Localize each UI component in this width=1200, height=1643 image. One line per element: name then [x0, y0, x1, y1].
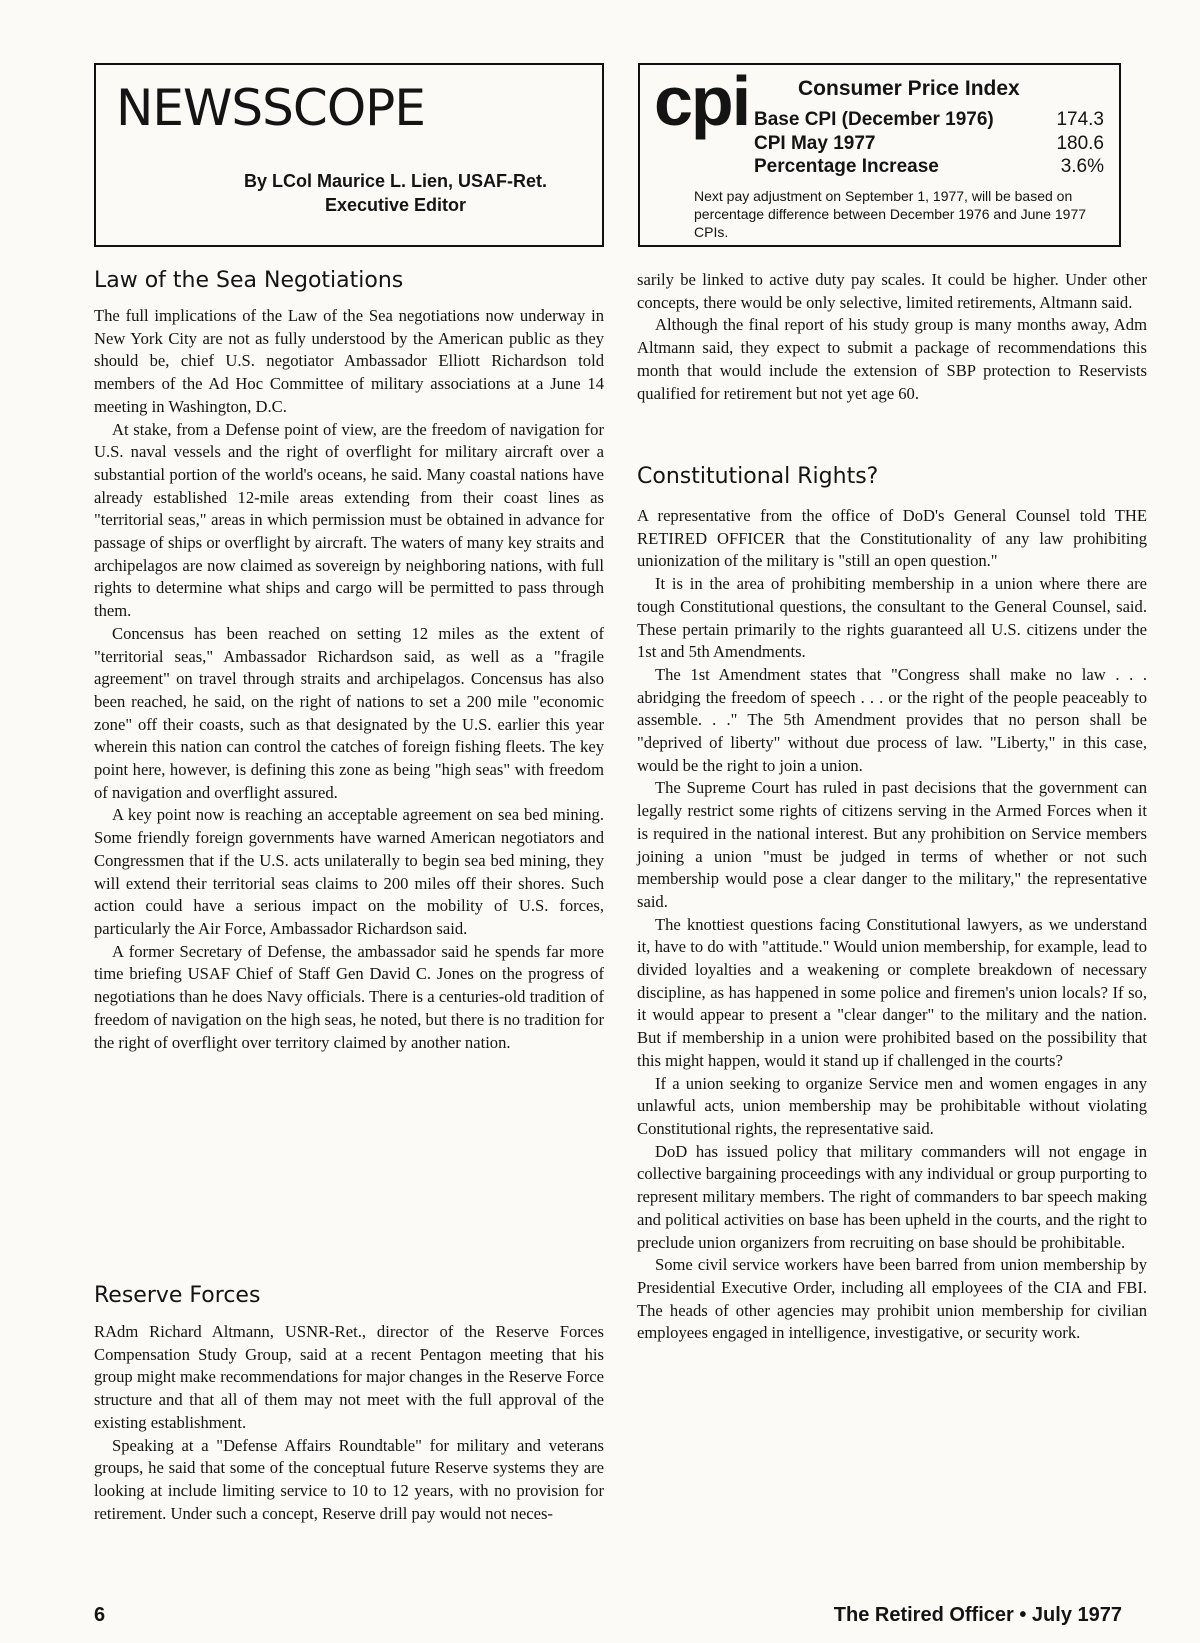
reserve-forces-continued: [637, 269, 1147, 405]
byline-author: By LCol Maurice L. Lien, USAF-Ret.: [244, 171, 548, 191]
paragraph: Speaking at a "Defense Affairs Roundtable" for military and veterans groups, he said that some of the conceptual future Reserve systems they are looking at include limiting service to 10 to 12 years, with no provision for retirement. Under such a concept, Reserve drill pay would not neces-: [94, 1435, 604, 1523]
page-number: 6: [94, 1604, 106, 1626]
masthead-title: NEWSSCOPE: [116, 79, 425, 137]
cpi-note: Next pay adjustment on September 1, 1977, will be based on percentage difference between December 1976 and June 1977 CPIs.: [694, 188, 1087, 240]
masthead-box: [94, 63, 604, 247]
paragraph: The 1st Amendment states that "Congress shall make no law . . . abridging the freedom of speech . . . or the right of the people peaceably to assemble. . ." The 5th Amendment provides that no person shall be "deprived of liberty" without due process of law. "Liberty," in this case, would be the right to join a union.: [637, 664, 1147, 775]
paragraph: The knottiest questions facing Constitutional lawyers, as we understand it, have to do with "attitude." Would union membership, for example, lead to divided loyalties and a weakening or complete breakdown of necessary discipline, as has happened in some police and firemen's union locals? If so, it would appear to present a "clear danger" to the military and the nation. But if membership in a union were prohibited based on the possibility that this might happen, would it stand up if challenged in the courts?: [637, 914, 1147, 1070]
paragraph: A former Secretary of Defense, the ambassador said he spends far more time briefing USAF Chief of Staff Gen David C. Jones on the progress of negotiations than he does Navy officials. There is a centuries-old tradition of freedom of navigation on the high seas, he noted, but there is no tradition for the right of overflight over territory claimed by another nation.: [94, 941, 604, 1052]
cpi-row-increase: [754, 156, 1104, 180]
cpi-row-base: [754, 109, 1104, 133]
heading-law-of-sea: Law of the Sea Negotiations: [94, 268, 404, 293]
paragraph: sarily be linked to active duty pay scales. It could be higher. Under other concepts, there would be only selective, limited retirements, Altmann said.: [637, 270, 1147, 312]
paragraph: A key point now is reaching an acceptable agreement on sea bed mining. Some friendly foreign governments have warned American negotiators and Congressmen that if the U.S. acts unilaterally to begin sea bed mining, they will extend their territorial seas claims to 200 miles off their shores. Such action could have a serious impact on the mobility of U.S. forces, particularly the Air Force, Ambassador Richardson said.: [94, 805, 604, 938]
paragraph: DoD has issued policy that military commanders will not engage in collective bargaining proceedings with any individual or group purporting to represent military members. The right of commanders to bar speech making and political activities on base has been upheld in the courts, and the right to preclude union organizers from recruiting on base should be prohibitable.: [637, 1141, 1147, 1252]
heading-reserve-forces: Reserve Forces: [94, 1283, 261, 1308]
cpi-logo: cpi: [654, 62, 750, 140]
byline-role: Executive Editor: [324, 195, 467, 215]
paragraph: It is in the area of prohibiting membership in a union where there are tough Constitutional questions, the consultant to the General Counsel, said. These pertain primarily to the rights guaranteed all U.S. citizens under the 1st and 5th Amendments.: [637, 574, 1147, 662]
byline: [244, 169, 547, 217]
paragraph: A representative from the office of DoD's General Counsel told THE RETIRED OFFICER that the Constitutionality of any law prohibiting unionization of the military is "still an open question.": [637, 506, 1147, 571]
cpi-box: [638, 63, 1121, 247]
cpi-value: 180.6: [1056, 133, 1104, 154]
cpi-label: CPI May 1977: [754, 133, 876, 154]
cpi-value: 174.3: [1056, 109, 1104, 130]
cpi-label: Base CPI (December 1976): [754, 109, 994, 130]
cpi-title: Consumer Price Index: [798, 77, 1020, 100]
reserve-forces-text: [94, 1321, 604, 1525]
paragraph: Although the final report of his study group is many months away, Adm Altmann said, they expect to submit a package of recommendations this month that would include the extension of SBP protection to Reservists qualified for retirement but not yet age 60.: [637, 315, 1147, 403]
paragraph: Concensus has been reached on setting 12 miles as the extent of "territorial seas," Ambassador Richardson said, as well as a "fragile agreement" on travel through straits and archipelagos. Concensus has also been reached, he said, on the right of nations to set a 200 mile "economic zone" off their coasts, such as that designated by the U.S. earlier this year wherein this nation can control the catches of foreign fishing fleets. The key point here, however, is defining this zone as being "high seas" with freedom of navigation and overflight assured.: [94, 623, 604, 802]
heading-constitutional-rights: Constitutional Rights?: [637, 464, 879, 489]
paragraph: Some civil service workers have been barred from union membership by Presidential Executive Order, including all employees of the CIA and FBI. The heads of other agencies may prohibit union membership for civilian employees engaged in intelligence, investigative, or security work.: [637, 1255, 1147, 1343]
cpi-value: 3.6%: [1060, 156, 1104, 177]
cpi-row-may: [754, 133, 1104, 157]
paragraph: At stake, from a Defense point of view, are the freedom of navigation for U.S. naval vessels and the right of overflight for military aircraft over a substantial portion of the world's oceans, he said. Many coastal nations have already established 12-mile areas extending from their coast lines as "territorial seas," areas in which permission must be obtained in advance for passage of ships or overflight by aircraft. The waters of many key straits and archipelagos are now claimed as sovereign by neighboring nations, with full rights to determine what ships and cargo will be permitted to pass through them.: [94, 419, 604, 621]
paragraph: If a union seeking to organize Service men and women engages in any unlawful acts, union membership may be prohibitable without violating Constitutional rights, the representative said.: [637, 1073, 1147, 1138]
cpi-label: Percentage Increase: [754, 156, 939, 177]
paragraph: The full implications of the Law of the Sea negotiations now underway in New York City are not as fully understood by the American public as they should be, chief U.S. negotiator Ambassador Elliott Richardson told members of the Ad Hoc Committee of military associations at a June 14 meeting in Washington, D.C.: [94, 306, 604, 416]
publication-footer: The Retired Officer • July 1977: [833, 1604, 1122, 1626]
constitutional-rights-text: [637, 505, 1147, 1345]
paragraph: RAdm Richard Altmann, USNR-Ret., director of the Reserve Forces Compensation Study Group, said at a recent Pentagon meeting that his group might make recommendations for major changes in the Reserve Force structure and that all of them may not meet with the full approval of the existing establishment.: [94, 1322, 604, 1432]
law-of-sea-text: [94, 305, 604, 1054]
paragraph: The Supreme Court has ruled in past decisions that the government can legally restrict some rights of citizens serving in the Armed Forces when it is required in the national interest. But any prohibition on Service members joining a union "must be judged in terms of whether or not such membership would pose a clear danger to the military," the representative said.: [637, 778, 1147, 911]
